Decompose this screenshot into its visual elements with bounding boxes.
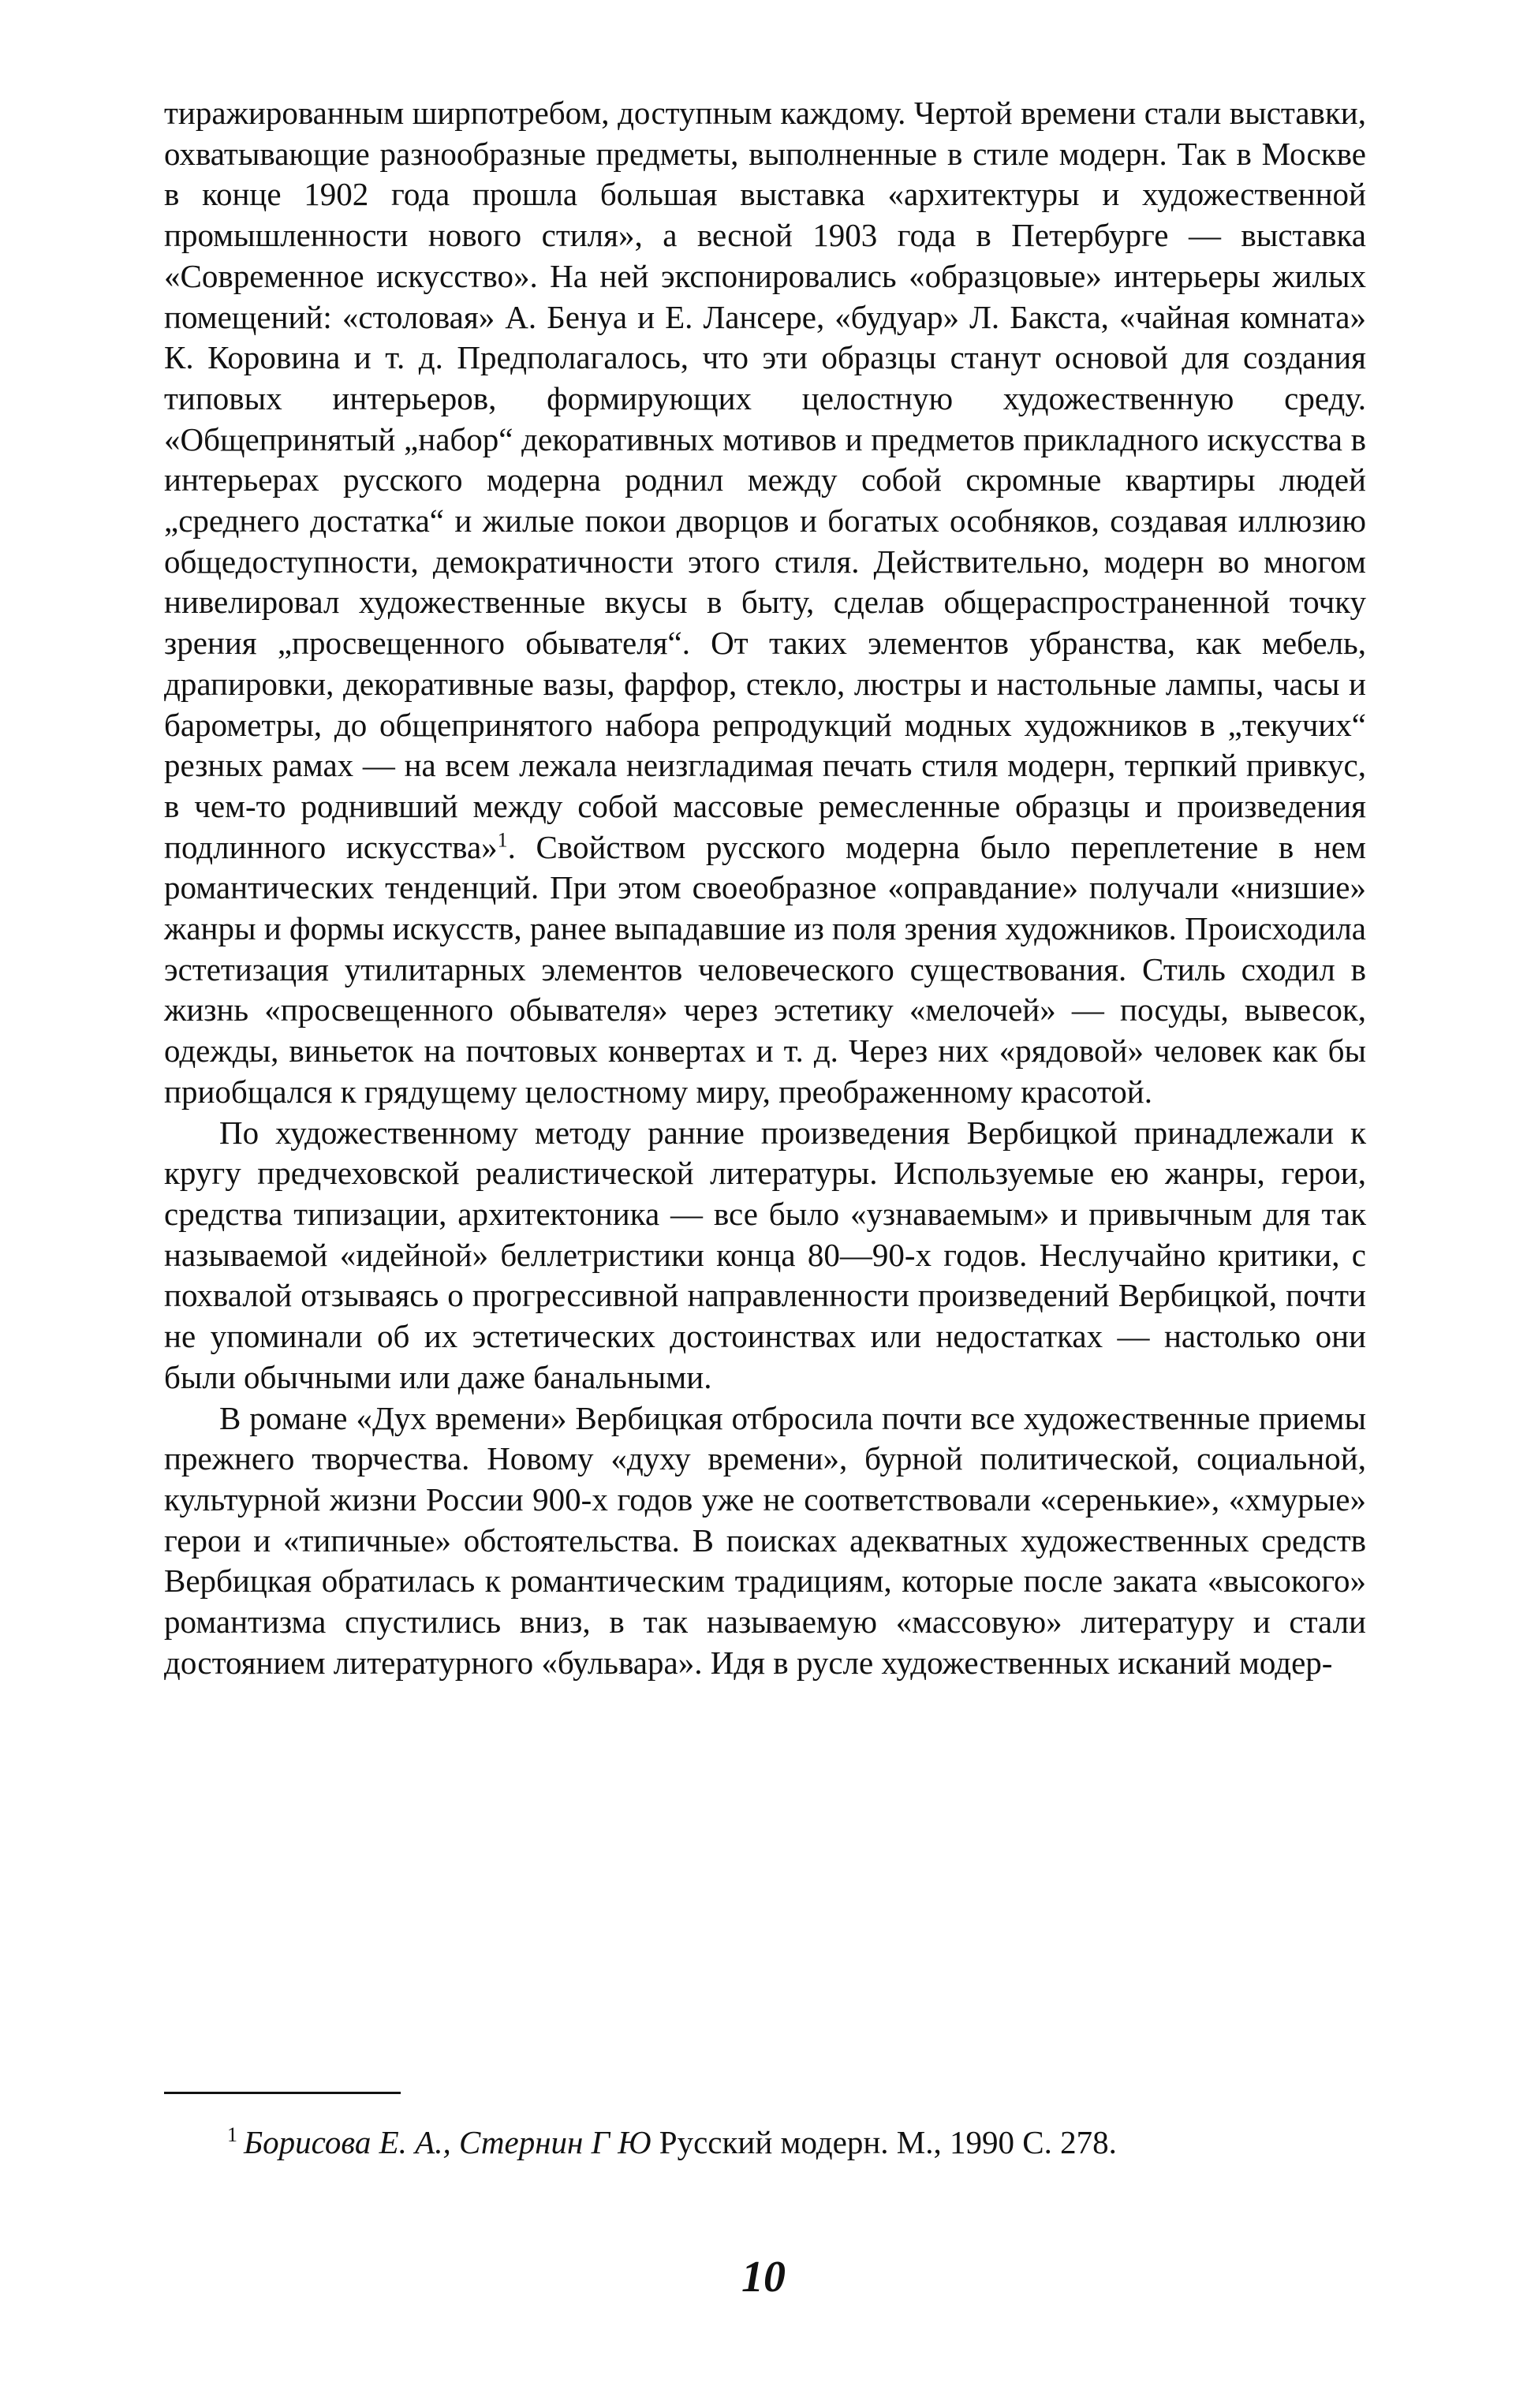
footnote-divider <box>164 2092 401 2094</box>
paragraph-1-text: тиражированным ширпотребом, доступным каждому. Чертой времени стали выставки, охватывающие разнообразные предметы, выполненные в стиле модерн. Так в Москве в конце 1902 года прошла большая выставка «архитектуры и художественной промышленности нового стиля», а весной 1903 года в Петербурге — выставка «Современное искусство». На ней экспонировались «образцовые» интерьеры жилых помещений: «столовая» А. Бенуа и Е. Лансере, «будуар» Л. Бакста, «чайная комната» К. Коровина и т. д. Предполагалось, что эти образцы станут основой для создания типовых интерьеров, формирующих целостную художественную среду. «Общепринятый „набор“ декоративных мотивов и предметов прикладного искусства в интерьерах русского модерна роднил между собой скромные квартиры людей „среднего достатка“ и жилые покои дворцов и богатых особняков, создавая иллюзию общедоступности, демократичности этого стиля. Действительно, модерн во многом нивелировал художественные вкусы в быту, сделав общераспространенной точку зрения „просвещенного обывателя“. От таких элементов убранства, как мебель, драпировки, декоративные вазы, фарфор, стекло, люстры и настольные лампы, часы и барометры, до общепринятого набора репродукций модных художников в „текучих“ резных рамах — на всем лежала неизгладимая печать стиля модерн, терпкий привкус, в чем-то роднивший между собой массовые ремесленные образцы и произведения подлинного искусства» <box>164 95 1366 865</box>
footnote-mark: 1 <box>227 2123 237 2147</box>
main-text <box>164 93 1366 1683</box>
paragraph-1-tail: . Свойством русского модерна было переплетение в нем романтических тенденций. При этом своеобразное «оправдание» получали «низшие» жанры и формы искусств, ранее выпадавшие из поля зрения художников. Происходила эстетизация утилитарных элементов человеческого существования. Стиль сходил в жизнь «просвещенного обывателя» через эстетику «мелочей» — посуды, вывесок, одежды, виньеток на почтовых конвертах и т. д. Через них «рядовой» человек как бы приобщался к грядущему целостному миру, преображенному красотой. <box>164 828 1366 1110</box>
footnote-reference: 1 <box>497 828 508 851</box>
footnote <box>164 2122 1366 2163</box>
paragraph-3: В романе «Дух времени» Вербицкая отбросила почти все художественные приемы прежнего творчества. Новому «духу времени», бурной политической, социальной, культурной жизни России 900-х годов уже не соответствовали «серенькие», «хмурые» герои и «типичные» обстоятельства. В поисках адекватных художественных средств Вербицкая обратилась к романтическим традициям, которые после заката «высокого» романтизма спустились вниз, в так называемую «массовую» литературу и стали достоянием литературного «бульвара». Идя в русле художественных исканий модер- <box>164 1399 1366 1681</box>
page-number: 10 <box>741 2253 786 2302</box>
footnote-text: Русский модерн. М., 1990 С. 278. <box>651 2124 1117 2160</box>
footnote-authors: Борисова Е. А., Стернин Г Ю <box>244 2124 651 2160</box>
paragraph-2: По художественному методу ранние произведения Вербицкой принадлежали к кругу предчеховской реалистической литературы. Используемые ею жанры, герои, средства типизации, архитектоника — все было «узнаваемым» и привычным для так называемой «идейной» беллетристики конца 80—90-х годов. Неслучайно критики, с похвалой отзываясь о прогрессивной направленности произведений Вербицкой, почти не упоминали об их эстетических достоинствах или недостатках — настолько они были обычными или даже банальными. <box>164 1114 1366 1395</box>
paragraph-1 <box>164 93 1366 1113</box>
